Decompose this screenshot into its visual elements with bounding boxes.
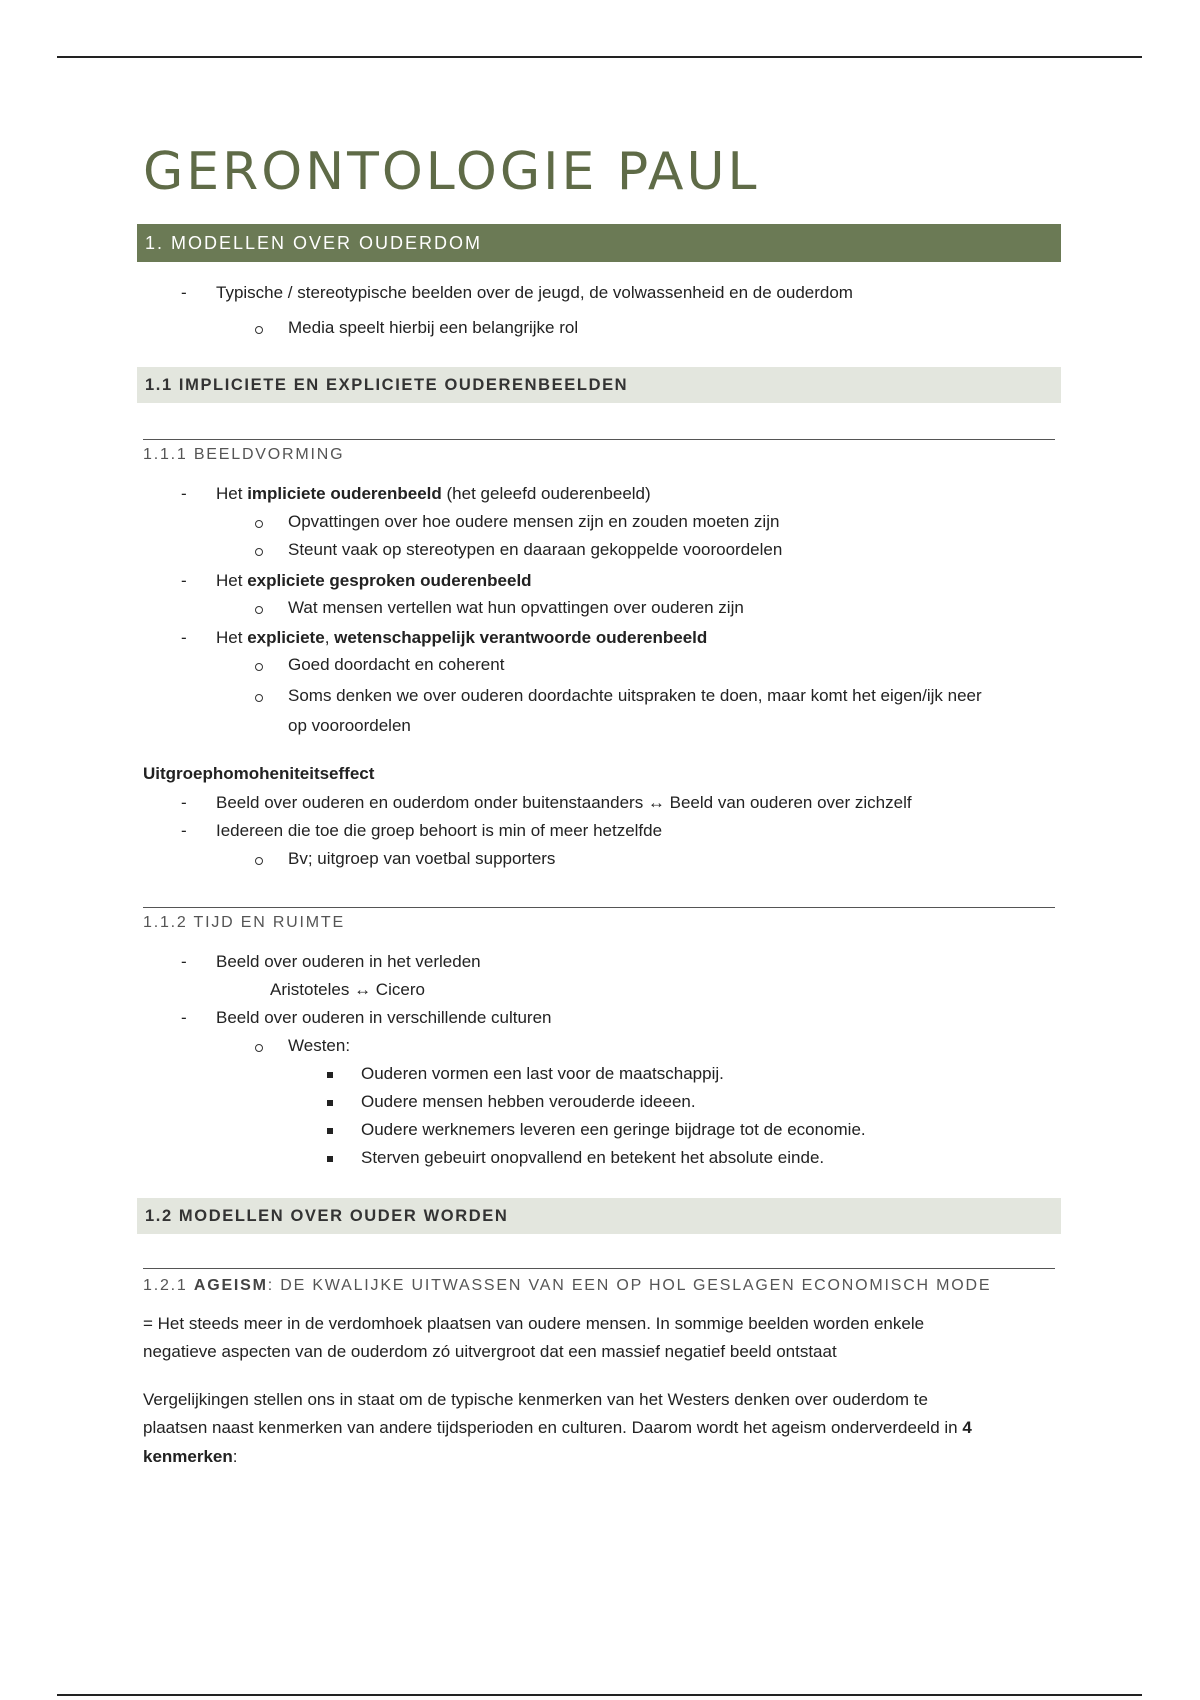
- square-bullet-icon: [327, 1100, 333, 1106]
- list-item: Iedereen die toe die groep behoort is min of meer hetzelfde: [216, 821, 663, 840]
- heading-3-rule: [143, 907, 1055, 908]
- heading-3-rule: [143, 1268, 1055, 1269]
- square-bullet-icon: [327, 1156, 333, 1162]
- list-subitem: Goed doordacht en coherent: [288, 655, 505, 674]
- dash-bullet: -: [181, 1008, 187, 1027]
- header-rule: [57, 56, 1142, 58]
- list-item: Beeld over ouderen in het verleden: [216, 952, 481, 971]
- paragraph-line: plaatsen naast kenmerken van andere tijdsperioden en culturen. Daarom wordt het ageism onderverdeeld in 4: [143, 1418, 972, 1437]
- circle-bullet-icon: [255, 606, 263, 614]
- list-item: Beeld over ouderen in verschillende culturen: [216, 1008, 552, 1027]
- list-subsubitem: Sterven gebeuirt onopvallend en betekent het absolute einde.: [361, 1148, 825, 1167]
- circle-bullet-icon: [255, 694, 263, 702]
- list-item: Beeld over ouderen en ouderdom onder buitenstaanders ↔ Beeld van ouderen over zichzelf: [216, 793, 912, 812]
- circle-bullet-icon: [255, 663, 263, 671]
- list-subsubitem: Oudere mensen hebben verouderde ideeen.: [361, 1092, 696, 1111]
- square-bullet-icon: [327, 1072, 333, 1078]
- list-subitem-continuation: op vooroordelen: [288, 716, 411, 735]
- dash-bullet: -: [181, 571, 187, 590]
- list-subitem: Opvattingen over hoe oudere mensen zijn en zouden moeten zijn: [288, 512, 780, 531]
- circle-bullet-icon: [255, 326, 263, 334]
- dash-bullet: -: [181, 484, 187, 503]
- dash-bullet: -: [181, 793, 187, 812]
- circle-bullet-icon: [255, 1044, 263, 1052]
- list-subitem: Soms denken we over ouderen doordachte uitspraken te doen, maar komt het eigen/ijk neer: [288, 686, 982, 705]
- heading-3-ageism: 1.2.1 AGEISM: DE KWALIJKE UITWASSEN VAN EEN OP HOL GESLAGEN ECONOMISCH MODE: [143, 1277, 992, 1294]
- circle-bullet-icon: [255, 548, 263, 556]
- list-subsubitem: Ouderen vormen een last voor de maatschappij.: [361, 1064, 724, 1083]
- paragraph-line: Vergelijkingen stellen ons in staat om de typische kenmerken van het Westers denken over ouderdom te: [143, 1390, 928, 1409]
- dash-bullet: -: [181, 628, 187, 647]
- list-item: Typische / stereotypische beelden over de jeugd, de volwassenheid en de ouderdom: [216, 283, 853, 302]
- list-subitem: Bv; uitgroep van voetbal supporters: [288, 849, 556, 868]
- list-item-continuation: Aristoteles ↔ Cicero: [270, 980, 425, 999]
- list-subitem: Steunt vaak op stereotypen en daaraan gekoppelde vooroordelen: [288, 540, 783, 559]
- heading-3-tijd-en-ruimte: 1.1.2 TIJD EN RUIMTE: [143, 914, 345, 931]
- list-item: Het impliciete ouderenbeeld (het geleefd ouderenbeeld): [216, 484, 651, 503]
- square-bullet-icon: [327, 1128, 333, 1134]
- paragraph-line: negatieve aspecten van de ouderdom zó uitvergroot dat een massief negatief beeld ontstaat: [143, 1342, 837, 1361]
- list-subitem: Westen:: [288, 1036, 351, 1055]
- list-item: Het expliciete gesproken ouderenbeeld: [216, 571, 532, 590]
- heading-1-modellen-over-ouderdom: 1. MODELLEN OVER OUDERDOM: [137, 224, 1061, 262]
- list-subsubitem: Oudere werknemers leveren een geringe bijdrage tot de economie.: [361, 1120, 866, 1139]
- circle-bullet-icon: [255, 857, 263, 865]
- heading-2-modellen-over-ouder-worden: 1.2 MODELLEN OVER OUDER WORDEN: [137, 1198, 1061, 1234]
- document-title: GERONTOLOGIE PAUL: [143, 142, 760, 202]
- dash-bullet: -: [181, 821, 187, 840]
- circle-bullet-icon: [255, 520, 263, 528]
- heading-3-rule: [143, 439, 1055, 440]
- heading-3-beeldvorming: 1.1.1 BEELDVORMING: [143, 446, 345, 463]
- paragraph-line: kenmerken:: [143, 1447, 238, 1466]
- list-subitem: Wat mensen vertellen wat hun opvattingen over ouderen zijn: [288, 598, 744, 617]
- paragraph-heading: Uitgroephomoheniteitseffect: [143, 764, 375, 783]
- paragraph-line: = Het steeds meer in de verdomhoek plaatsen van oudere mensen. In sommige beelden worden enkele: [143, 1314, 925, 1333]
- list-item: Het expliciete, wetenschappelijk verantwoorde ouderenbeeld: [216, 628, 708, 647]
- dash-bullet: -: [181, 283, 187, 302]
- heading-2-impliciete-expliciete: 1.1 IMPLICIETE EN EXPLICIETE OUDERENBEELDEN: [137, 367, 1061, 403]
- footer-rule: [57, 1694, 1142, 1696]
- dash-bullet: -: [181, 952, 187, 971]
- list-subitem: Media speelt hierbij een belangrijke rol: [288, 318, 579, 337]
